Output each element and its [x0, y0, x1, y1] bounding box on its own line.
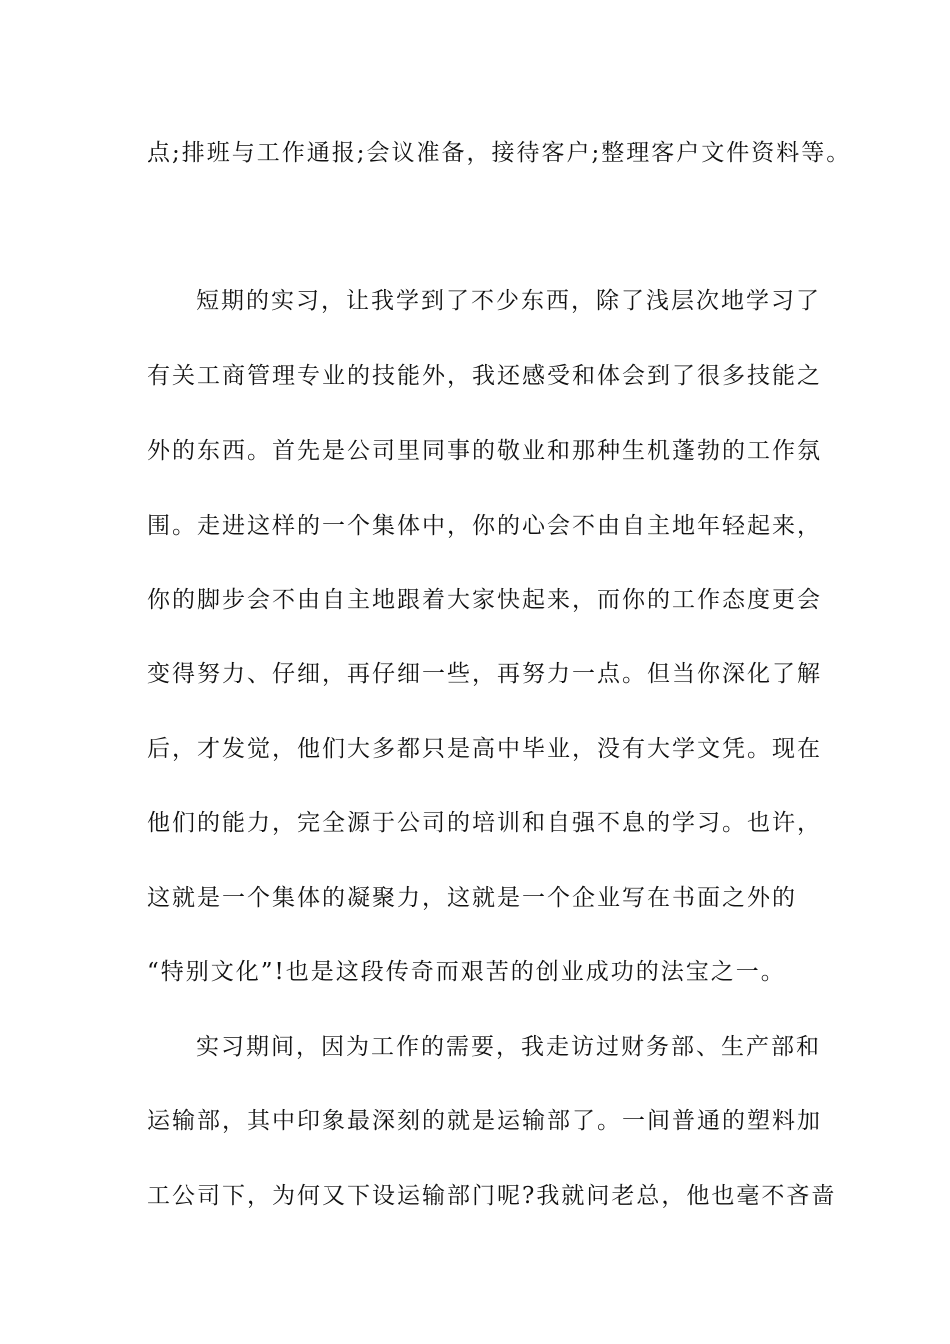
text-line-4: 外的东西。首先是公司里同事的敬业和那种生机蓬勃的工作氛 — [147, 438, 822, 464]
text-line-12: 实习期间，因为工作的需要，我走访过财务部、生产部和 — [196, 1034, 821, 1060]
text-line-3: 有关工商管理专业的技能外，我还感受和体会到了很多技能之 — [147, 363, 822, 389]
text-line-10: 这就是一个集体的凝聚力，这就是一个企业写在书面之外的 — [147, 885, 797, 911]
text-line-5: 围。走进这样的一个集体中，你的心会不由自主地年轻起来， — [147, 513, 822, 539]
text-line-14: 工公司下，为何又下设运输部门呢?我就问老总，他也毫不吝啬 — [147, 1183, 837, 1209]
text-line-9: 他们的能力，完全源于公司的培训和自强不息的学习。也许， — [147, 810, 822, 836]
text-line-2: 短期的实习，让我学到了不少东西，除了浅层次地学习了 — [196, 288, 821, 314]
text-line-1: 点;排班与工作通报;会议准备，接待客户;整理客户文件资料等。 — [147, 140, 852, 166]
text-line-6: 你的脚步会不由自主地跟着大家快起来，而你的工作态度更会 — [147, 587, 822, 613]
text-line-11: “特别文化”!也是这段传奇而艰苦的创业成功的法宝之一。 — [147, 959, 786, 985]
text-line-13: 运输部，其中印象最深刻的就是运输部了。一间普通的塑料加 — [147, 1108, 822, 1134]
text-line-8: 后，才发觉，他们大多都只是高中毕业，没有大学文凭。现在 — [147, 736, 822, 762]
text-line-7: 变得努力、仔细，再仔细一些，再努力一点。但当你深化了解 — [147, 661, 822, 687]
